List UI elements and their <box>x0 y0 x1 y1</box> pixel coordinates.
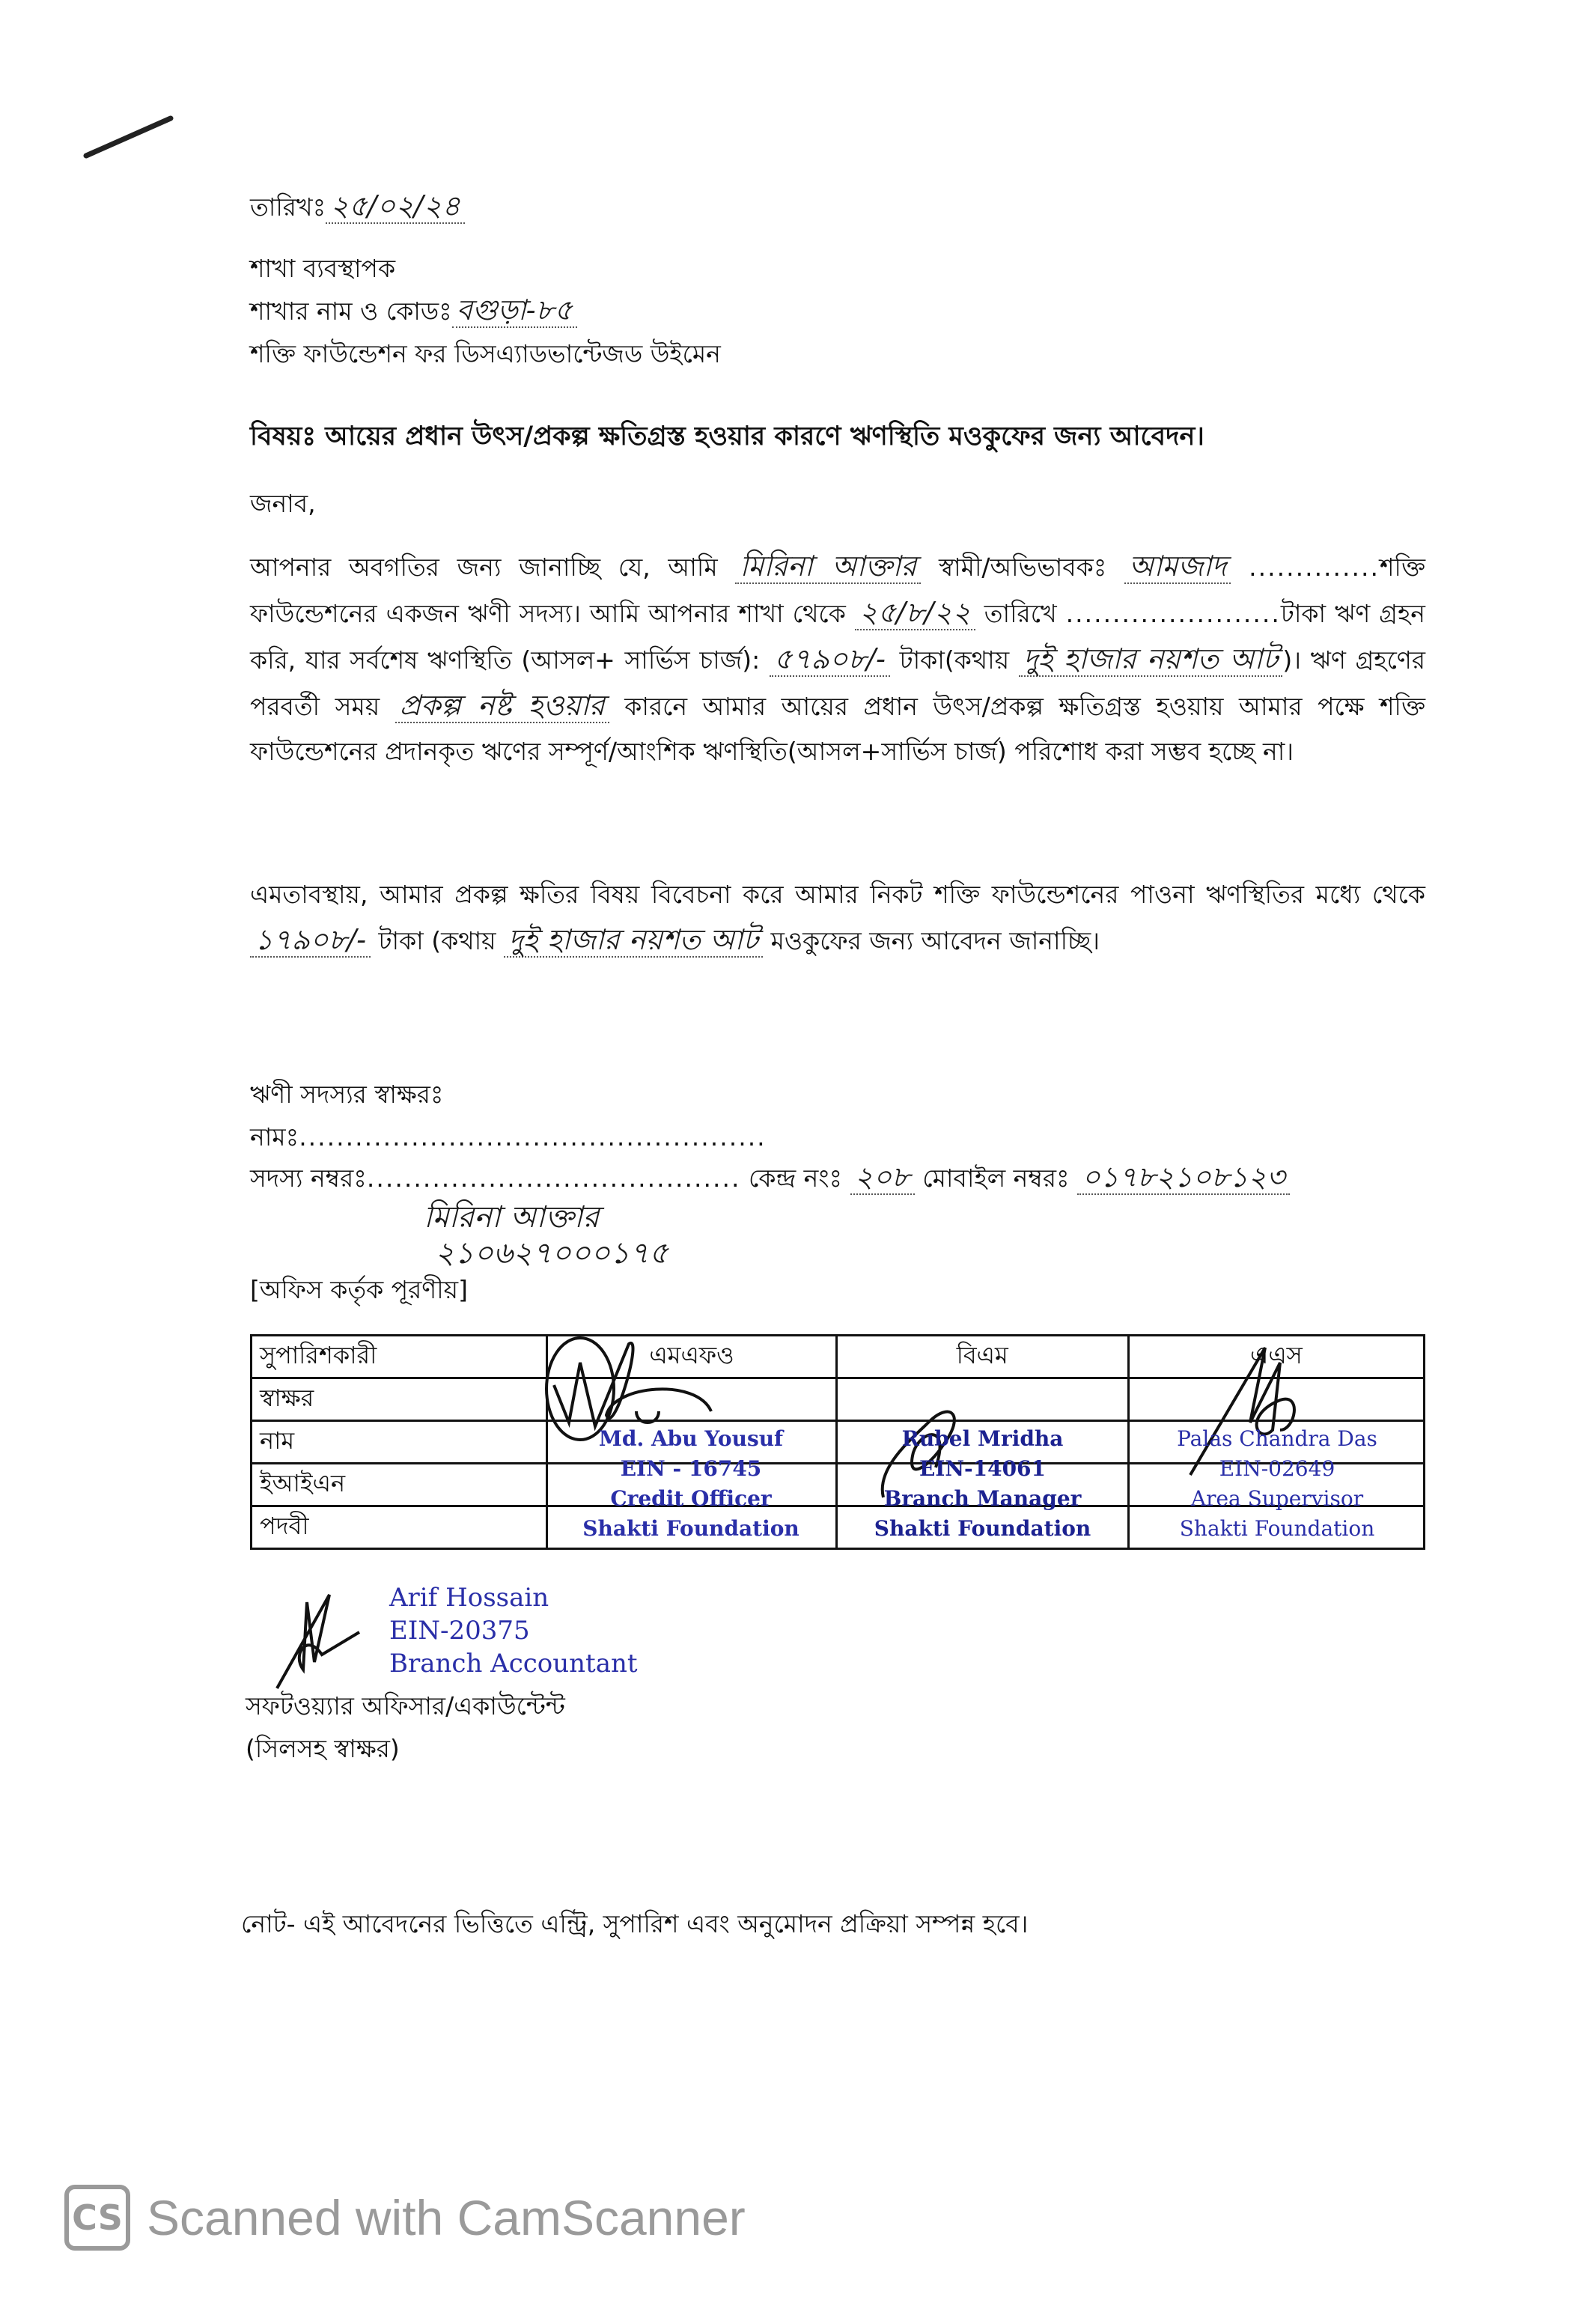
stamp-name: Arif Hossain <box>389 1583 549 1613</box>
text: শক্তি ফাউন্ডেশনের একজন ঋণী সদস্য। আমি আপনার শাখা থেকে <box>250 553 1426 628</box>
member-name-handwritten: মিরিনা আক্তার <box>735 550 921 584</box>
recipient-title: শাখা ব্যবস্থাপক <box>250 254 396 283</box>
member-info-line: সদস্য নম্বরঃ........................................ কেন্দ্র নংঃ ২০৮ মোবাইল নম্বরঃ ০১৭৮২১০৮১২৩ <box>250 1162 1290 1193</box>
row-label: স্বাক্ষর <box>252 1378 547 1421</box>
seal-note: (সিলসহ স্বাক্ষর) <box>246 1734 400 1763</box>
stamp-designation: Credit Officer <box>610 1486 772 1511</box>
pen-stroke-mark <box>82 112 176 161</box>
stamp-name: Md. Abu Yousuf <box>598 1426 784 1451</box>
name-label: নামঃ <box>250 1122 299 1152</box>
waiver-amount-handwritten: ১৭৯০৮/- <box>250 923 371 958</box>
member-no-handwritten: ২১০৬২৭০০০১৭৫ <box>435 1236 668 1271</box>
row-label: সুপারিশকারী <box>252 1336 547 1378</box>
reason-handwritten: প্রকল্প নষ্ট হওয়ার <box>395 689 609 723</box>
stamp-name: Palas Chandra Das <box>1177 1426 1377 1451</box>
column-header-mfo: এমএফও <box>547 1336 836 1378</box>
text: স্বামী/অভিভাবকঃ <box>938 553 1107 582</box>
column-header-as: এএস <box>1128 1336 1424 1378</box>
row-label: পদবী <box>252 1506 547 1549</box>
member-signature-handwritten: মিরিনা আক্তার <box>424 1200 600 1235</box>
date-label: তারিখঃ <box>250 192 326 222</box>
stamp-org: Shakti Foundation <box>582 1516 799 1541</box>
stamp-org: Shakti Foundation <box>874 1516 1091 1541</box>
text: টাকা ঋণ গ্রহন করি, যার সর্বশেষ ঋণস্থিতি (আসল+ সার্ভিস চার্জ): <box>250 599 1426 675</box>
as-stamp <box>1142 1424 1412 1544</box>
stamp-org: Shakti Foundation <box>1179 1516 1375 1541</box>
branch-line <box>250 295 577 326</box>
stamp-ein: EIN-20375 <box>389 1616 530 1646</box>
outstanding-amount-handwritten: ৫৭৯০৮/- <box>770 642 890 677</box>
branch-value: বগুড়া-৮৫ <box>452 293 577 328</box>
text: এমতাবস্থায়, আমার প্রকল্প ক্ষতির বিষয় বিবেচনা করে আমার নিকট শক্তি ফাউন্ডেশনের পাওনা ঋণস্থিতির মধ্যে থেকে <box>250 880 1425 909</box>
stamp-designation: Branch Accountant <box>389 1649 638 1679</box>
text: টাকা (কথায় <box>378 926 496 955</box>
accountant-title: সফটওয়্যার অফিসার/একাউন্টেন্ট <box>246 1691 565 1721</box>
member-signature-label: ঋণী সদস্যর স্বাক্ষরঃ <box>250 1080 444 1109</box>
member-no-label: সদস্য নম্বরঃ <box>250 1163 367 1193</box>
organization-name: শক্তি ফাউন্ডেশন ফর ডিসএ্যাডভান্টেজড উইমেন <box>250 339 721 368</box>
column-header-bm: বিএম <box>836 1336 1128 1378</box>
date-value: ২৫/০২/২৪ <box>326 189 465 224</box>
stamp-ein: EIN - 16745 <box>620 1456 762 1481</box>
stamp-ein: EIN-14061 <box>919 1456 1047 1481</box>
center-label: কেন্দ্র নংঃ <box>748 1163 843 1193</box>
row-label: নাম <box>252 1421 547 1464</box>
camscanner-watermark <box>64 2185 746 2251</box>
mfo-stamp <box>560 1424 822 1544</box>
text: তারিখে <box>984 599 1057 628</box>
text: আপনার অবগতির জন্য জানাচ্ছি যে, আমি <box>250 553 718 582</box>
stamp-name: Rubel Mridha <box>901 1426 1064 1451</box>
body-paragraph-1: আপনার অবগতির জন্য জানাচ্ছি যে, আমি মিরিনা আক্তার স্বামী/অভিভাবকঃ আমজাদ ..............শক্তি ফাউন্ডেশনের একজন ঋণী সদস্য। আমি আপনার শাখা থেকে ২৫/৮/২২ তারিখে .......................টাকা ঋণ গ্রহন করি, যার সর্বশেষ ঋণস্থিতি (আসল+ সার্ভিস চার্জ): ৫৭৯০৮/- টাকা(কথায় দুই হাজার নয়শত আট )। ঋণ গ্রহণের পরবর্তী সময় প্রকল্প নষ্ট হওয়ার কারনে আমার আয়ের প্রধান উৎস/প্রকল্প ক্ষতিগ্রস্ত হওয়ায় আমার পক্ষে শক্তি ফাউন্ডেশনের প্রদানকৃত ঋণের সম্পূর্ণ/আংশিক ঋণস্থিতি(আসল+সার্ভিস চার্জ) পরিশোধ করা সম্ভব হচ্ছে না। <box>250 550 1426 766</box>
footer-note: নোট- এই আবেদনের ভিত্তিতে এন্ট্রি, সুপারিশ এবং অনুমোদন প্রক্রিয়া সম্পন্ন হবে। <box>241 1909 1029 1938</box>
stamp-designation: Branch Manager <box>883 1486 1082 1511</box>
mobile-label: মোবাইল নম্বরঃ <box>922 1163 1070 1193</box>
stamp-ein: EIN-02649 <box>1219 1456 1335 1481</box>
subject-line: বিষয়ঃ আয়ের প্রধান উৎস/প্রকল্প ক্ষতিগ্রস্ত হওয়ার কারণে ঋণস্থিতি মওকুফের জন্য আবেদন। <box>250 422 1204 451</box>
date-line <box>250 191 465 222</box>
camscanner-logo-icon: CS <box>64 2185 130 2251</box>
stamp-designation: Area Supervisor <box>1190 1486 1364 1511</box>
name-line: নামঃ.................................................. <box>250 1122 767 1152</box>
text: মওকুফের জন্য আবেদন জানাচ্ছি। <box>770 926 1100 955</box>
bm-stamp <box>850 1424 1115 1544</box>
center-no-handwritten: ২০৮ <box>850 1160 915 1195</box>
waiver-words-handwritten: দুই হাজার নয়শত আট <box>504 923 763 958</box>
text: )। ঋণ গ্রহণের পরবর্তী সময় <box>250 645 1425 721</box>
office-use-note: [অফিস কর্তৃক পূরণীয়] <box>250 1275 468 1304</box>
body-paragraph-2 <box>250 872 1425 964</box>
salutation: জনাব, <box>250 489 316 518</box>
branch-label: শাখার নাম ও কোডঃ <box>250 296 452 326</box>
mobile-no-handwritten: ০১৭৮২১০৮১২৩ <box>1077 1160 1290 1195</box>
camscanner-text: Scanned with CamScanner <box>147 2190 746 2245</box>
guardian-name-handwritten: আমজাদ <box>1124 550 1231 584</box>
text: কারনে আমার আয়ের প্রধান উৎস/প্রকল্প ক্ষতিগ্রস্ত হওয়ায় আমার পক্ষে শক্তি ফাউন্ডেশনের প্রদানকৃত ঋণের সম্পূর্ণ/আংশিক ঋণস্থিতি(আসল+সার্ভিস চার্জ) পরিশোধ করা সম্ভব হচ্ছে না। <box>250 692 1426 766</box>
row-label: ইআইএন <box>252 1464 547 1506</box>
outstanding-words-handwritten: দুই হাজার নয়শত আট <box>1019 642 1282 677</box>
accountant-stamp <box>389 1581 638 1680</box>
accountant-signature <box>262 1580 374 1692</box>
text: টাকা(কথায় <box>899 645 1010 675</box>
loan-date-handwritten: ২৫/৮/২২ <box>855 596 975 630</box>
